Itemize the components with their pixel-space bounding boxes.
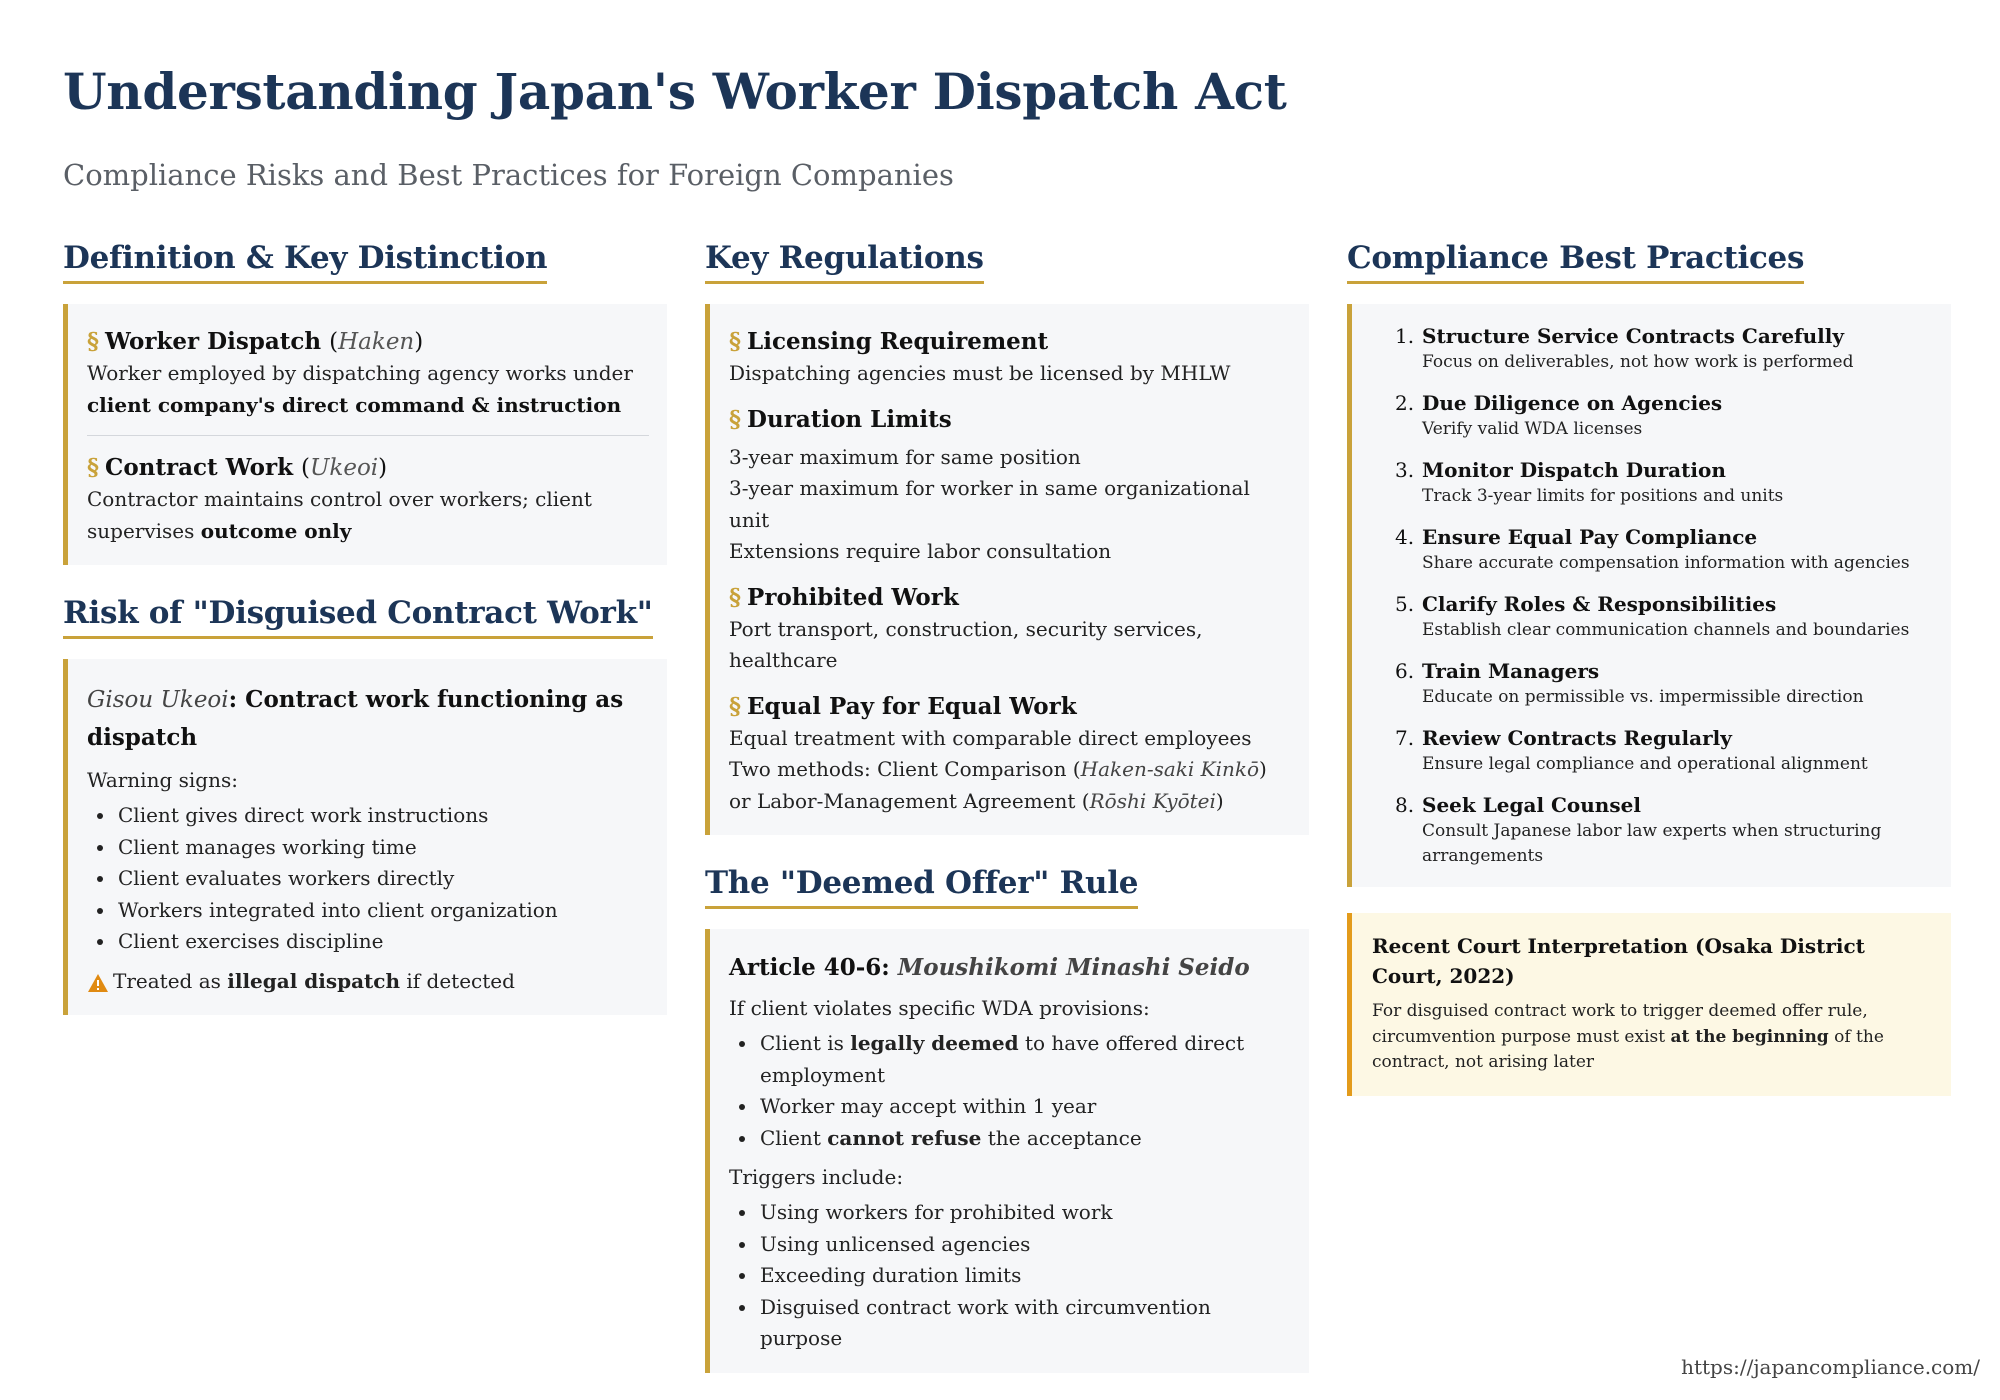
section-mark-icon: § bbox=[87, 328, 100, 355]
list-item: Workers integrated into client organization bbox=[87, 895, 649, 927]
equal-pay-title: § Equal Pay for Equal Work bbox=[729, 692, 1077, 720]
court-body: For disguised contract work to trigger deemed offer rule, circumvention purpose must exist at the beginning of the contract, not arising later bbox=[1372, 1001, 1884, 1072]
court-title: Recent Court Interpretation (Osaka District Court, 2022) bbox=[1372, 934, 1865, 988]
list-item: 7. Review Contracts Regularly Ensure legal compliance and operational alignment bbox=[1395, 726, 1868, 774]
section-mark-icon: § bbox=[729, 692, 742, 720]
list-item: Client is legally deemed to have offered direct employment bbox=[729, 1028, 1291, 1091]
list-item: Client evaluates workers directly bbox=[87, 863, 649, 895]
deemed-effects-list bbox=[729, 1028, 1291, 1154]
regulations-card bbox=[705, 304, 1309, 835]
left-column bbox=[63, 240, 667, 1015]
list-item: Using unlicensed agencies bbox=[729, 1229, 1291, 1261]
deemed-offer-heading: The "Deemed Offer" Rule bbox=[705, 865, 1138, 909]
section-mark-icon: § bbox=[729, 583, 742, 611]
list-item: 8. Seek Legal Counsel Consult Japanese labor law experts when structuring arrangements bbox=[1395, 793, 1882, 866]
regulations-heading: Key Regulations bbox=[705, 240, 984, 284]
disguised-heading: Risk of "Disguised Contract Work" bbox=[63, 595, 653, 639]
list-item: Using workers for prohibited work bbox=[729, 1197, 1291, 1229]
licensing-title: § Licensing Requirement bbox=[729, 328, 1049, 355]
list-item: Client gives direct work instructions bbox=[87, 800, 649, 832]
disguised-card bbox=[63, 659, 667, 1015]
list-item: Worker may accept within 1 year bbox=[729, 1091, 1291, 1123]
worker-dispatch-title: § Worker Dispatch (Haken) bbox=[87, 328, 424, 355]
list-item: Client manages working time bbox=[87, 832, 649, 864]
licensing-body: Dispatching agencies must be licensed by MHLW bbox=[729, 361, 1231, 385]
footer-link[interactable]: https://japancompliance.com/ bbox=[1681, 1355, 1980, 1379]
court-interpretation-callout bbox=[1347, 913, 1951, 1096]
definition-card bbox=[63, 304, 667, 565]
list-item: Client cannot refuse the acceptance bbox=[729, 1123, 1291, 1155]
list-item: 5. Clarify Roles & Responsibilities Establish clear communication channels and boundaries bbox=[1395, 592, 1910, 640]
duration-line: 3-year maximum for same position bbox=[729, 444, 1081, 469]
list-item: 4. Ensure Equal Pay Compliance Share accurate compensation information with agencies bbox=[1395, 525, 1910, 573]
best-practices-list bbox=[1371, 322, 1933, 869]
duration-line: 3-year maximum for worker in same organizational unit bbox=[729, 476, 1250, 532]
triggers-label: Triggers include: bbox=[729, 1165, 904, 1189]
article-title: Article 40-6: Moushikomi Minashi Seido bbox=[729, 954, 1250, 981]
definition-heading: Definition & Key Distinction bbox=[63, 240, 547, 284]
list-item: 3. Monitor Dispatch Duration Track 3-year limits for positions and units bbox=[1395, 458, 1784, 506]
section-mark-icon: § bbox=[87, 454, 100, 481]
list-item: Client exercises discipline bbox=[87, 926, 649, 958]
contract-work-body: Contractor maintains control over workers; client supervises outcome only bbox=[87, 487, 592, 543]
middle-column bbox=[705, 240, 1309, 1373]
warning-signs-label: Warning signs: bbox=[87, 768, 238, 792]
prohibited-title: § Prohibited Work bbox=[729, 583, 959, 611]
contract-work-title: § Contract Work (Ukeoi) bbox=[87, 454, 388, 481]
right-column bbox=[1347, 240, 1951, 1096]
list-item: 2. Due Diligence on Agencies Verify valid WDA licenses bbox=[1395, 391, 1723, 439]
warning-signs-list bbox=[87, 800, 649, 958]
divider bbox=[87, 435, 649, 436]
duration-line: Extensions require labor consultation bbox=[729, 539, 1112, 563]
deemed-intro: If client violates specific WDA provisions: bbox=[729, 996, 1150, 1020]
section-mark-icon: § bbox=[729, 405, 742, 433]
list-item: Disguised contract work with circumvention purpose bbox=[729, 1292, 1291, 1355]
duration-title: § Duration Limits bbox=[729, 405, 952, 433]
equal-pay-line: Equal treatment with comparable direct employees bbox=[729, 725, 1252, 750]
page-title: Understanding Japan's Worker Dispatch Act bbox=[63, 62, 1287, 121]
triggers-list bbox=[729, 1197, 1291, 1355]
best-practices-card bbox=[1347, 304, 1951, 887]
deemed-offer-card bbox=[705, 929, 1309, 1373]
worker-dispatch-body: Worker employed by dispatching agency works under client company's direct command & instruction bbox=[87, 361, 633, 417]
section-mark-icon: § bbox=[729, 328, 742, 355]
list-item: 6. Train Managers Educate on permissible vs. impermissible direction bbox=[1395, 659, 1864, 707]
page-subtitle: Compliance Risks and Best Practices for Foreign Companies bbox=[63, 158, 954, 192]
prohibited-body: Port transport, construction, security services, healthcare bbox=[729, 616, 1203, 672]
list-item: 1. Structure Service Contracts Carefully Focus on deliverables, not how work is performed bbox=[1395, 324, 1854, 372]
illegal-dispatch-warning: Treated as illegal dispatch if detected bbox=[87, 966, 649, 997]
warning-triangle-icon bbox=[87, 971, 109, 991]
disguised-title: Gisou Ukeoi: Contract work functioning as dispatch bbox=[87, 686, 624, 751]
equal-pay-methods: Two methods: Client Comparison (Haken-saki Kinkō) or Labor-Management Agreement (Rōshi Kyōtei) bbox=[729, 757, 1267, 813]
list-item: Exceeding duration limits bbox=[729, 1260, 1291, 1292]
best-practices-heading: Compliance Best Practices bbox=[1347, 240, 1804, 284]
